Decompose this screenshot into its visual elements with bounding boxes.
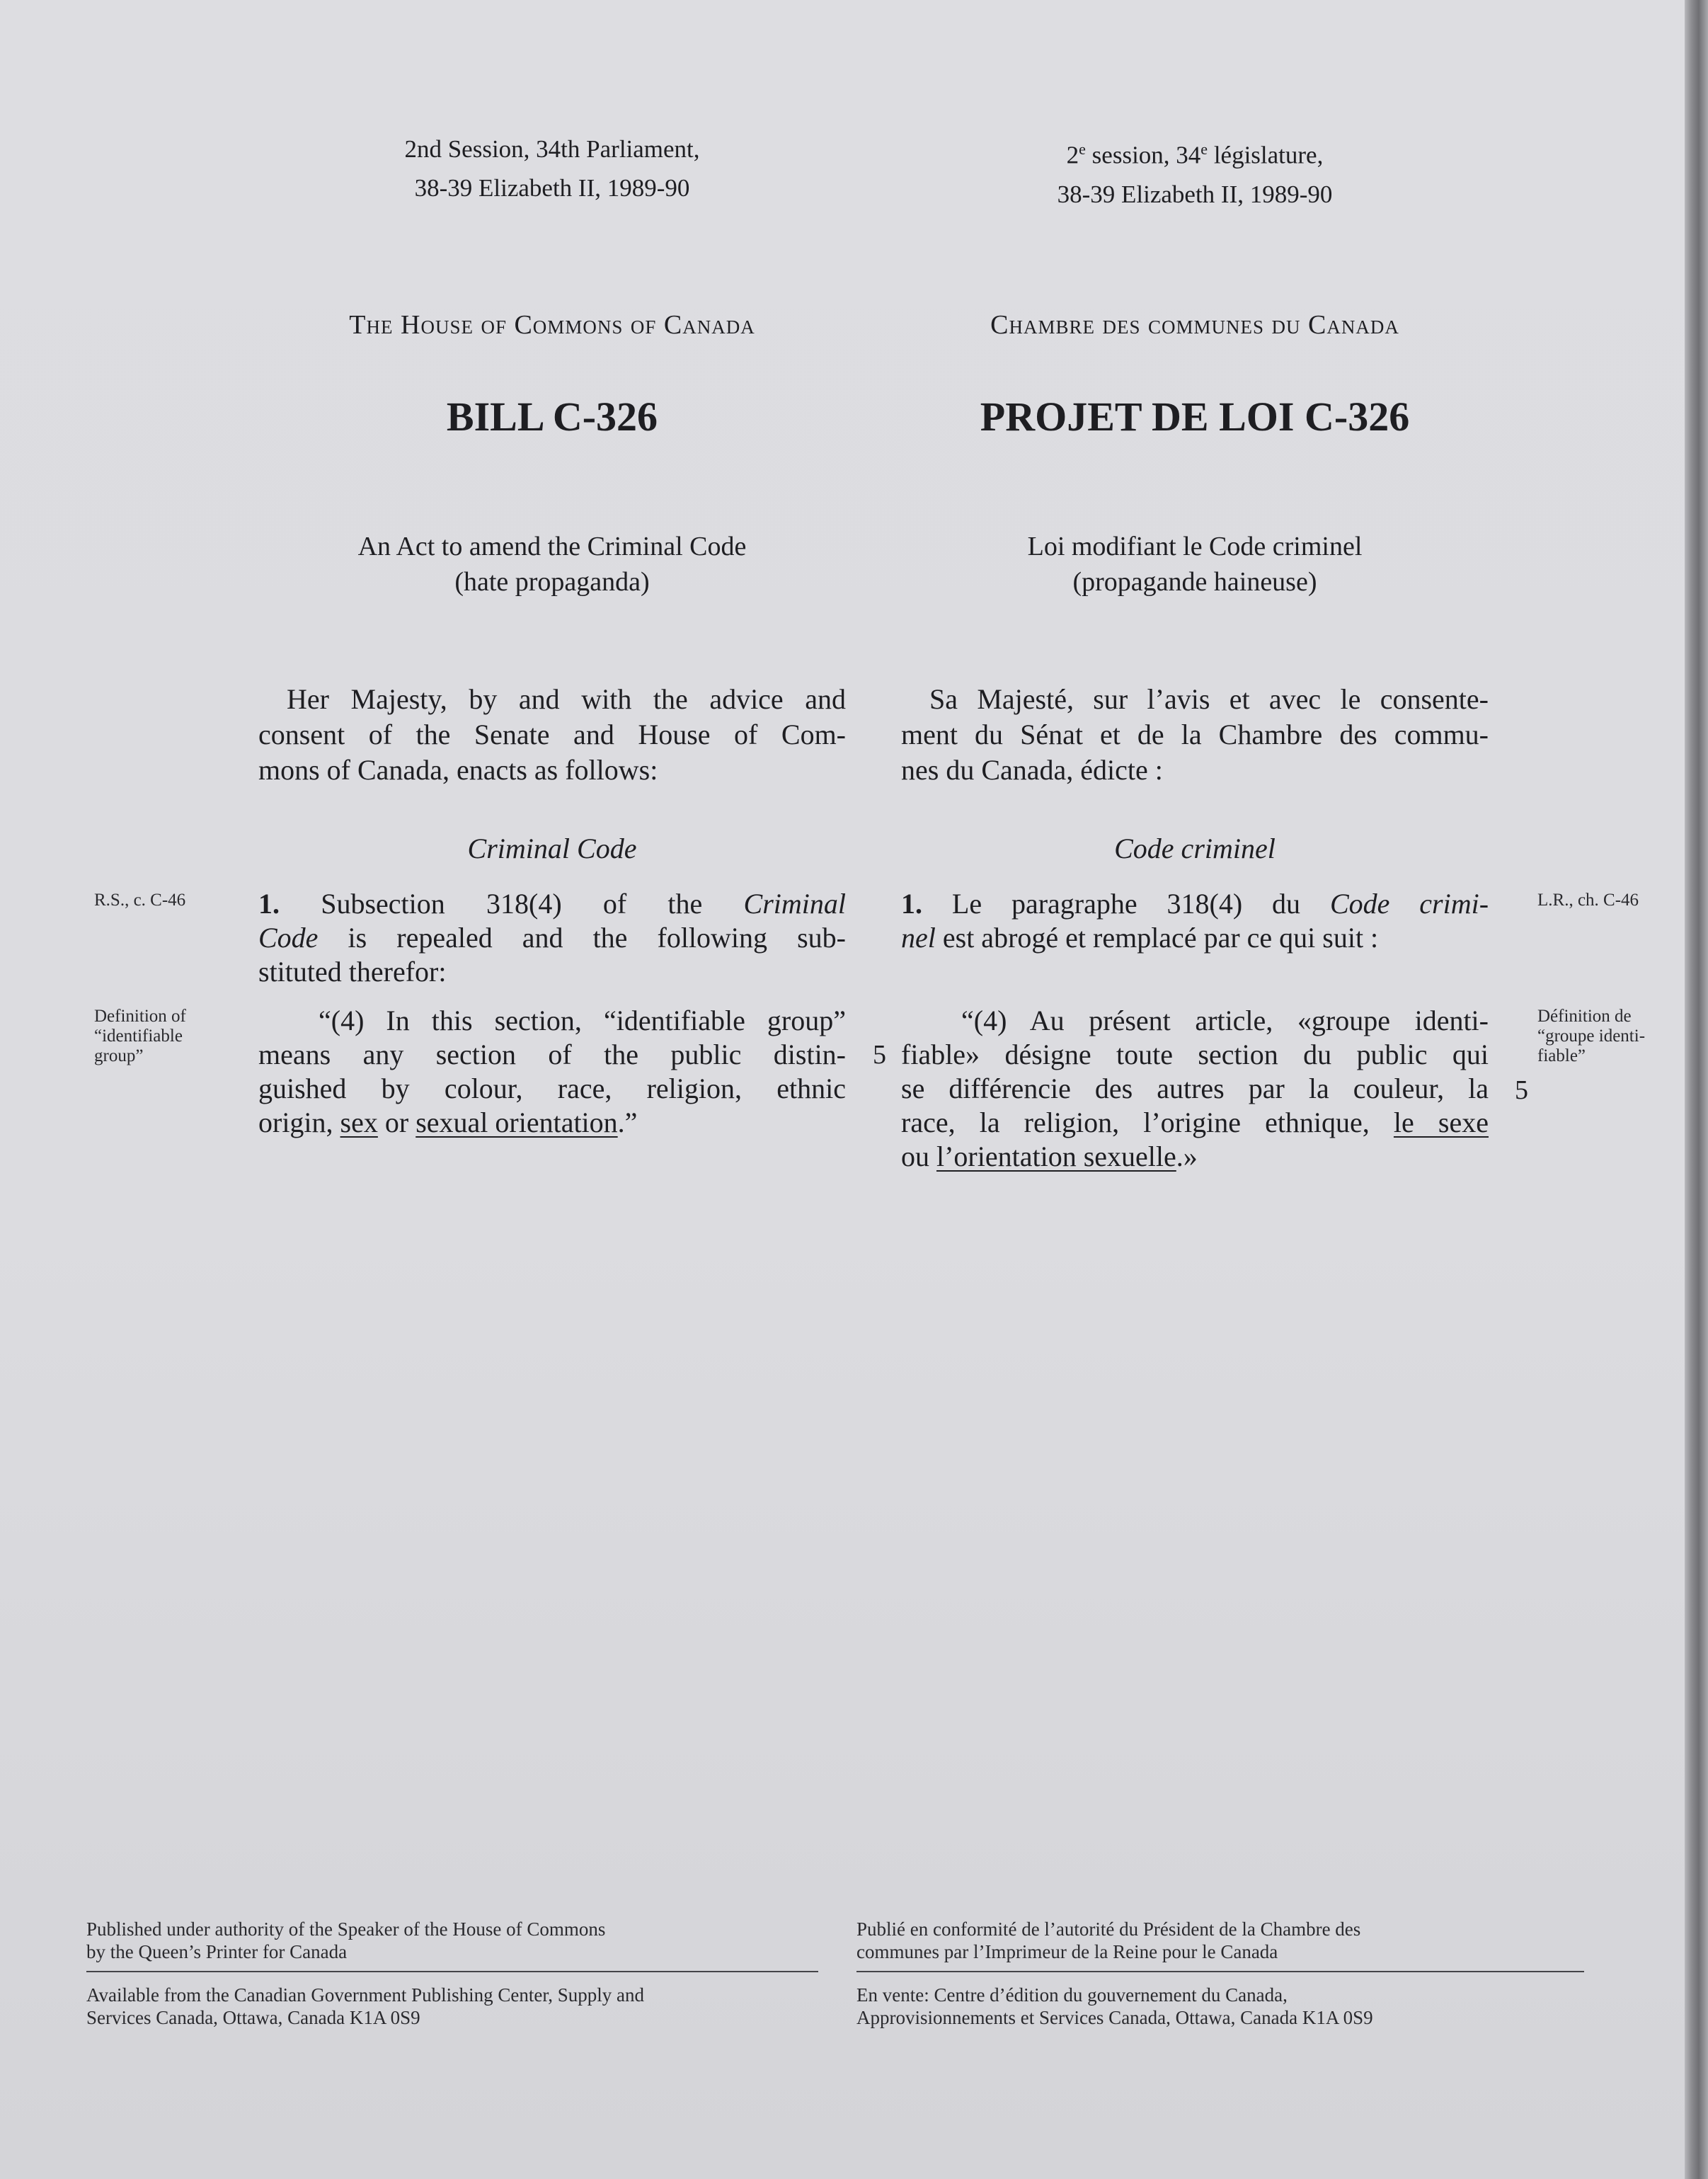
short-title-line-2-fr: (propagande haineuse) (1072, 567, 1317, 597)
enacting-line-3-fr: nes du Canada, édicte : (901, 754, 1163, 786)
subsection-4-line-2-fr: fiable» désigne toute section du public qui (901, 1039, 1489, 1070)
subsection-4-line-3-fr: se différencie des autres par la couleur, la (901, 1073, 1489, 1104)
section-1-fr (901, 887, 1489, 955)
section-heading-fr: Code criminel (1114, 833, 1276, 864)
session-line-1-en: 2nd Session, 34th Parliament, (404, 135, 700, 163)
section-1-line-2-fr: nel est abrogé et remplacé par ce qui suit : (901, 922, 1379, 954)
subsection-4-line-1-fr: “(4) Au présent article, «groupe identi- (961, 1005, 1489, 1036)
short-title-line-1-fr: Loi modifiant le Code criminel (1027, 532, 1363, 561)
house-title-fr: Chambre des communes du Canada (990, 310, 1399, 340)
enacting-clause-en (258, 682, 846, 788)
enacting-line-2-fr: ment du Sénat et de la Chambre des commu- (901, 719, 1489, 750)
section-1-line-1-en: 1. Subsection 318(4) of the Criminal (258, 888, 846, 920)
publication-notice-fr (856, 1918, 1360, 1963)
margin-definition-line-3-en: group” (94, 1046, 144, 1065)
subsection-4-en (258, 1004, 846, 1140)
publication-line-1-en: Published under authority of the Speaker of the House of Commons (86, 1918, 606, 1940)
house-title-en: The House of Commons of Canada (349, 310, 755, 340)
availability-notice-en (86, 1984, 644, 2029)
short-title-en (258, 529, 846, 600)
enacting-line-3-en: mons of Canada, enacts as follows: (258, 754, 658, 786)
short-title-line-1-en: An Act to amend the Criminal Code (357, 532, 747, 561)
session-line-2-fr: 38-39 Elizabeth II, 1989-90 (1057, 180, 1333, 208)
margin-definition-line-3-fr: fiable” (1537, 1046, 1586, 1065)
subsection-4-line-2-en: means any section of the public distin- (258, 1039, 846, 1070)
publication-line-1-fr: Publié en conformité de l’autorité du Président de la Chambre des (856, 1918, 1361, 1940)
short-title-line-2-en: (hate propaganda) (454, 567, 650, 597)
section-1-line-2-en: Code is repealed and the following sub- (258, 922, 846, 954)
enacting-line-2-en: consent of the Senate and House of Com- (258, 719, 846, 750)
short-title-fr (901, 529, 1489, 600)
subsection-4-line-4-fr: race, la religion, l’origine ethnique, le sexe (901, 1106, 1489, 1138)
subsection-4-line-5-fr: ou l’orientation sexuelle.» (901, 1140, 1198, 1172)
page-edge-shadow (1685, 0, 1708, 2179)
bill-number-fr: PROJET DE LOI C-326 (980, 394, 1410, 440)
session-info-en (258, 130, 846, 207)
margin-definition-line-2-en: “identifiable (94, 1026, 183, 1046)
margin-note-definition-fr (1537, 1007, 1645, 1066)
session-info-fr (901, 130, 1489, 214)
enacting-line-1-en: Her Majesty, by and with the advice and (287, 683, 846, 715)
availability-line-1-en: Available from the Canadian Government Publishing Center, Supply and (86, 1984, 645, 2006)
margin-note-lr-fr: L.R., ch. C-46 (1537, 891, 1639, 910)
footer-divider-en (86, 1971, 818, 1972)
margin-note-definition-en (94, 1007, 186, 1066)
margin-note-rs-en: R.S., c. C-46 (94, 891, 186, 910)
availability-notice-fr (856, 1984, 1373, 2029)
subsection-4-fr (901, 1004, 1489, 1174)
availability-line-2-en: Services Canada, Ottawa, Canada K1A 0S9 (86, 2007, 420, 2028)
session-line-2-en: 38-39 Elizabeth II, 1989-90 (414, 174, 690, 202)
publication-line-2-en: by the Queen’s Printer for Canada (86, 1941, 348, 1962)
availability-line-1-fr: En vente: Centre d’édition du gouvernement du Canada, (856, 1984, 1288, 2006)
section-1-en (258, 887, 846, 989)
availability-line-2-fr: Approvisionnements et Services Canada, Ottawa, Canada K1A 0S9 (856, 2007, 1373, 2028)
bill-number-en: BILL C-326 (446, 394, 658, 440)
margin-definition-line-1-en: Definition of (94, 1007, 186, 1026)
enacting-clause-fr (901, 682, 1489, 788)
subsection-4-line-1-en: “(4) In this section, “identifiable group” (319, 1005, 846, 1036)
publication-notice-en (86, 1918, 605, 1963)
enacting-line-1-fr: Sa Majesté, sur l’avis et avec le consente- (929, 683, 1489, 715)
line-number-fr: 5 (1515, 1075, 1528, 1105)
section-1-line-3-en: stituted therefor: (258, 956, 447, 988)
margin-definition-line-2-fr: “groupe identi- (1537, 1026, 1646, 1046)
session-line-1-fr: 2e session, 34e législature, (1066, 140, 1324, 169)
subsection-4-line-3-en: guished by colour, race, religion, ethnic (258, 1073, 846, 1104)
footer-divider-fr (856, 1971, 1584, 1972)
section-1-line-1-fr: 1. Le paragraphe 318(4) du Code crimi- (901, 888, 1489, 920)
section-heading-en: Criminal Code (467, 833, 637, 864)
line-number-en: 5 (873, 1040, 886, 1070)
margin-definition-line-1-fr: Définition de (1537, 1007, 1632, 1026)
publication-line-2-fr: communes par l’Imprimeur de la Reine pour le Canada (856, 1941, 1278, 1962)
subsection-4-line-4-en: origin, sex or sexual orientation.” (258, 1106, 638, 1138)
